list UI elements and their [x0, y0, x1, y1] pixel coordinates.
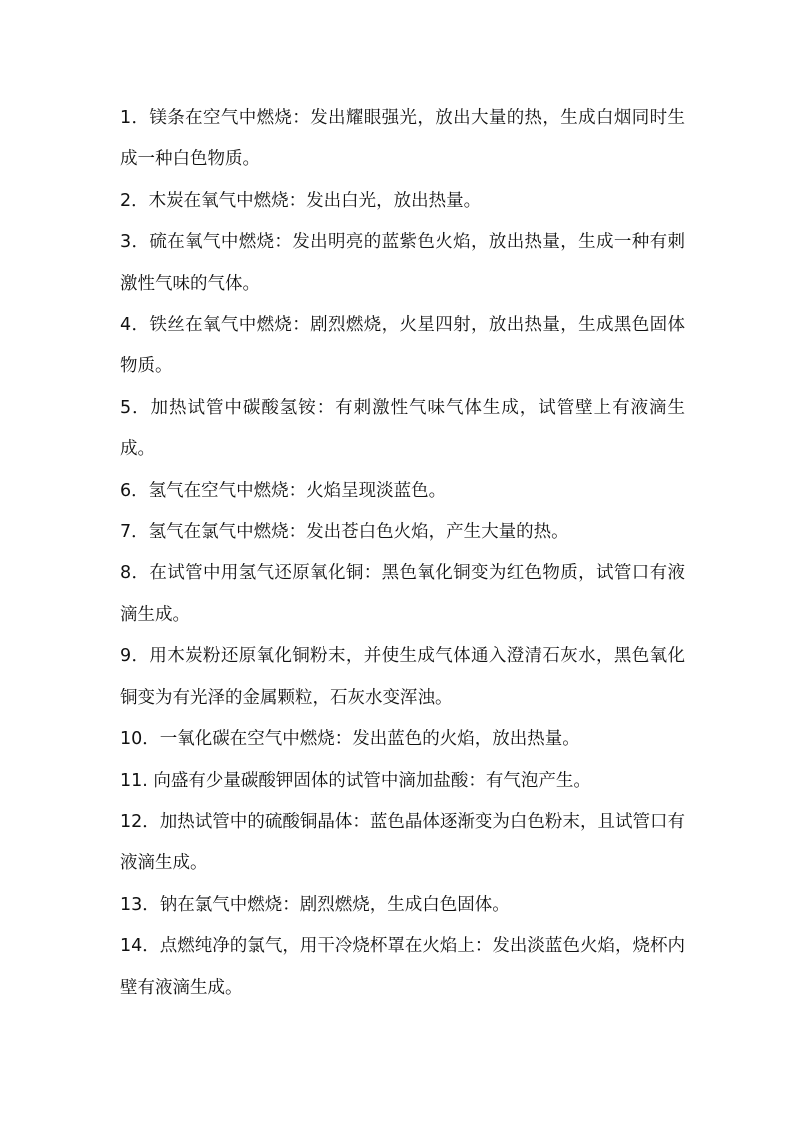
document-body [120, 98, 685, 1009]
paragraph-4: 4．铁丝在氧气中燃烧：剧烈燃烧，火星四射，放出热量，生成黑色固体物质。 [120, 315, 685, 377]
paragraph-14: 14．点燃纯净的氯气，用干冷烧杯罩在火焰上：发出淡蓝色火焰，烧杯内壁有液滴生成。 [120, 936, 685, 998]
paragraph-8: 8．在试管中用氢气还原氧化铜：黑色氧化铜变为红色物质，试管口有液滴生成。 [120, 563, 685, 625]
paragraph-7: 7．氢气在氯气中燃烧：发出苍白色火焰，产生大量的热。 [120, 522, 569, 543]
paragraph-10: 10．一氧化碳在空气中燃烧：发出蓝色的火焰，放出热量。 [120, 729, 580, 750]
paragraph-5: 5．加热试管中碳酸氢铵：有刺激性气味气体生成，试管壁上有液滴生成。 [120, 397, 685, 460]
paragraph-13: 13．钠在氯气中燃烧：剧烈燃烧，生成白色固体。 [120, 894, 510, 915]
paragraph-1: 1．镁条在空气中燃烧：发出耀眼强光，放出大量的热，生成白烟同时生成一种白色物质。 [120, 108, 685, 170]
paragraph-11: 11. 向盛有少量碳酸钾固体的试管中滴加盐酸：有气泡产生。 [120, 770, 591, 791]
paragraph-2: 2．木炭在氧气中燃烧：发出白光，放出热量。 [120, 190, 482, 211]
paragraph-3: 3．硫在氧气中燃烧：发出明亮的蓝紫色火焰，放出热量，生成一种有刺激性气味的气体。 [120, 232, 685, 294]
paragraph-6: 6．氢气在空气中燃烧：火焰呈现淡蓝色。 [120, 480, 447, 501]
paragraph-9: 9．用木炭粉还原氧化铜粉末，并使生成气体通入澄清石灰水，黑色氧化铜变为有光泽的金属颗粒，石灰水变浑浊。 [120, 646, 685, 708]
paragraph-12: 12．加热试管中的硫酸铜晶体：蓝色晶体逐渐变为白色粉末，且试管口有液滴生成。 [120, 811, 685, 874]
